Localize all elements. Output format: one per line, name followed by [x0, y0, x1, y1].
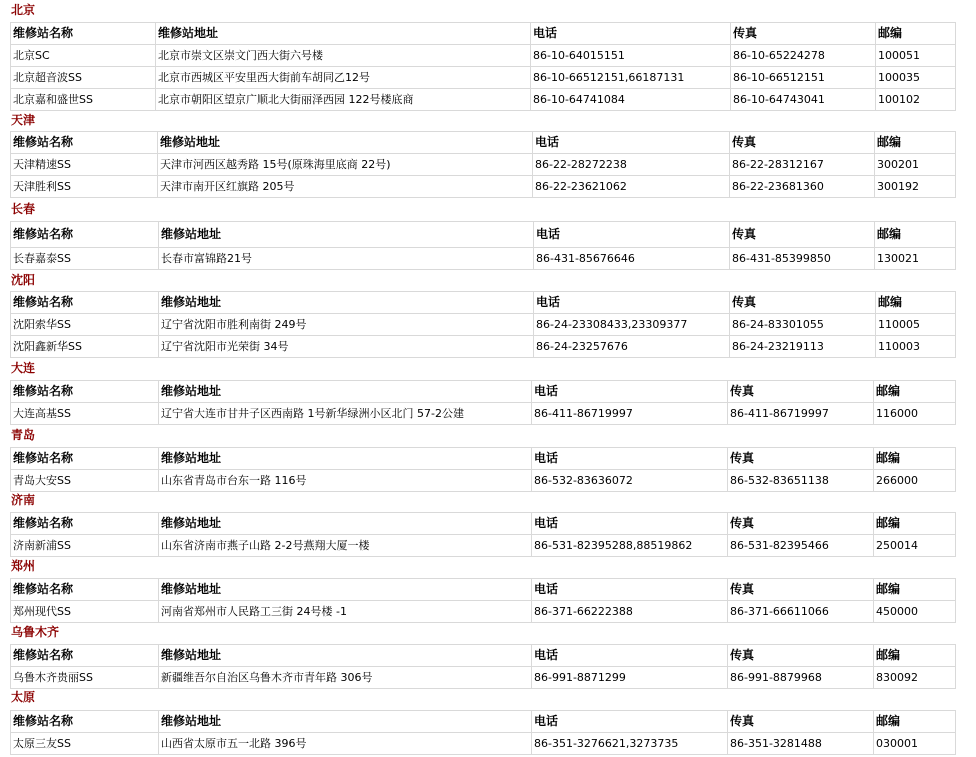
- column-header-fax: 传真: [728, 381, 874, 403]
- table-row: [11, 67, 956, 89]
- column-header-name: 维修站名称: [11, 381, 159, 403]
- column-header-address: 维修站地址: [159, 645, 532, 667]
- cell-zip: 300201: [875, 154, 956, 176]
- column-header-address: 维修站地址: [156, 23, 531, 45]
- cell-zip: 830092: [874, 667, 956, 689]
- column-header-name: 维修站名称: [11, 132, 158, 154]
- cell-name: 天津胜利SS: [11, 176, 158, 198]
- column-header-phone: 电话: [533, 132, 730, 154]
- column-header-fax: 传真: [731, 23, 876, 45]
- cell-name: 北京超音波SS: [11, 67, 156, 89]
- column-header-zip: 邮编: [874, 711, 956, 733]
- column-header-address: 维修站地址: [159, 448, 532, 470]
- column-header-fax: 传真: [730, 222, 875, 248]
- cell-fax: 86-411-86719997: [728, 403, 874, 425]
- city-heading: 北京: [11, 3, 36, 17]
- cell-address: 辽宁省大连市甘井子区西南路 1号新华绿洲小区北门 57-2公建: [159, 403, 532, 425]
- cell-name: 郑州现代SS: [11, 601, 159, 623]
- table-row: [11, 336, 956, 358]
- service-station-table: [10, 221, 956, 270]
- service-station-table: [10, 710, 956, 755]
- column-header-zip: 邮编: [874, 645, 956, 667]
- cell-phone: 86-532-83636072: [532, 470, 728, 492]
- cell-name: 青岛大安SS: [11, 470, 159, 492]
- table-header-row: [11, 23, 956, 45]
- cell-phone: 86-22-28272238: [533, 154, 730, 176]
- cell-name: 天津精速SS: [11, 154, 158, 176]
- city-heading: 沈阳: [11, 273, 36, 287]
- cell-address: 天津市南开区红旗路 205号: [158, 176, 533, 198]
- column-header-fax: 传真: [728, 711, 874, 733]
- column-header-name: 维修站名称: [11, 579, 159, 601]
- service-station-table: [10, 380, 956, 425]
- column-header-address: 维修站地址: [159, 222, 534, 248]
- cell-address: 北京市西城区平安里西大街前车胡同乙12号: [156, 67, 531, 89]
- city-heading: 乌鲁木齐: [11, 625, 60, 639]
- cell-fax: 86-371-66611066: [728, 601, 874, 623]
- table-header-row: [11, 222, 956, 248]
- column-header-zip: 邮编: [875, 222, 956, 248]
- table-header-row: [11, 292, 956, 314]
- column-header-phone: 电话: [532, 579, 728, 601]
- table-row: [11, 601, 956, 623]
- cell-phone: 86-24-23257676: [534, 336, 730, 358]
- column-header-fax: 传真: [728, 513, 874, 535]
- cell-name: 济南新浦SS: [11, 535, 159, 557]
- cell-address: 辽宁省沈阳市光荣街 34号: [159, 336, 534, 358]
- column-header-fax: 传真: [728, 579, 874, 601]
- column-header-name: 维修站名称: [11, 513, 159, 535]
- city-heading: 天津: [11, 113, 36, 127]
- cell-fax: 86-10-64743041: [731, 89, 876, 111]
- cell-phone: 86-351-3276621,3273735: [532, 733, 728, 755]
- cell-phone: 86-411-86719997: [532, 403, 728, 425]
- cell-name: 乌鲁木齐贵丽SS: [11, 667, 159, 689]
- column-header-phone: 电话: [532, 513, 728, 535]
- column-header-address: 维修站地址: [159, 711, 532, 733]
- table-row: [11, 535, 956, 557]
- cell-address: 山东省济南市燕子山路 2-2号燕翔大厦一楼: [159, 535, 532, 557]
- column-header-phone: 电话: [532, 448, 728, 470]
- table-row: [11, 733, 956, 755]
- cell-fax: 86-531-82395466: [728, 535, 874, 557]
- city-heading: 青岛: [11, 428, 36, 442]
- table-header-row: [11, 381, 956, 403]
- column-header-address: 维修站地址: [159, 381, 532, 403]
- cell-phone: 86-22-23621062: [533, 176, 730, 198]
- column-header-phone: 电话: [532, 645, 728, 667]
- table-header-row: [11, 711, 956, 733]
- city-heading: 长春: [11, 202, 36, 216]
- cell-fax: 86-24-83301055: [730, 314, 876, 336]
- cell-zip: 266000: [874, 470, 956, 492]
- cell-address: 山东省青岛市台东一路 116号: [159, 470, 532, 492]
- cell-fax: 86-991-8879968: [728, 667, 874, 689]
- column-header-zip: 邮编: [875, 132, 956, 154]
- city-heading: 太原: [11, 690, 36, 704]
- cell-phone: 86-10-66512151,66187131: [531, 67, 731, 89]
- city-heading: 大连: [11, 361, 36, 375]
- column-header-name: 维修站名称: [11, 23, 156, 45]
- column-header-zip: 邮编: [874, 381, 956, 403]
- table-row: [11, 248, 956, 270]
- cell-zip: 250014: [874, 535, 956, 557]
- table-row: [11, 89, 956, 111]
- cell-address: 山西省太原市五一北路 396号: [159, 733, 532, 755]
- cell-zip: 110005: [876, 314, 956, 336]
- cell-phone: 86-531-82395288,88519862: [532, 535, 728, 557]
- cell-address: 北京市朝阳区望京广顺北大街丽泽西园 122号楼底商: [156, 89, 531, 111]
- cell-name: 沈阳索华SS: [11, 314, 159, 336]
- table-header-row: [11, 645, 956, 667]
- column-header-address: 维修站地址: [158, 132, 533, 154]
- table-header-row: [11, 132, 956, 154]
- cell-phone: 86-371-66222388: [532, 601, 728, 623]
- table-row: [11, 403, 956, 425]
- column-header-fax: 传真: [728, 448, 874, 470]
- service-station-table: [10, 644, 956, 689]
- column-header-name: 维修站名称: [11, 711, 159, 733]
- cell-name: 太原三友SS: [11, 733, 159, 755]
- table-header-row: [11, 448, 956, 470]
- cell-fax: 86-532-83651138: [728, 470, 874, 492]
- cell-name: 长春嘉泰SS: [11, 248, 159, 270]
- column-header-zip: 邮编: [874, 513, 956, 535]
- cell-phone: 86-24-23308433,23309377: [534, 314, 730, 336]
- cell-address: 河南省郑州市人民路工三街 24号楼 -1: [159, 601, 532, 623]
- cell-zip: 100035: [876, 67, 956, 89]
- cell-zip: 450000: [874, 601, 956, 623]
- cell-phone: 86-991-8871299: [532, 667, 728, 689]
- column-header-zip: 邮编: [876, 23, 956, 45]
- service-station-table: [10, 131, 956, 198]
- column-header-zip: 邮编: [874, 448, 956, 470]
- table-row: [11, 667, 956, 689]
- city-heading: 郑州: [11, 559, 36, 573]
- column-header-name: 维修站名称: [11, 222, 159, 248]
- city-heading: 济南: [11, 493, 36, 507]
- cell-address: 天津市河西区越秀路 15号(原珠海里底商 22号): [158, 154, 533, 176]
- cell-fax: 86-351-3281488: [728, 733, 874, 755]
- column-header-address: 维修站地址: [159, 513, 532, 535]
- column-header-fax: 传真: [730, 292, 876, 314]
- table-row: [11, 45, 956, 67]
- service-station-table: [10, 22, 956, 111]
- column-header-address: 维修站地址: [159, 579, 532, 601]
- cell-name: 沈阳鑫新华SS: [11, 336, 159, 358]
- column-header-zip: 邮编: [876, 292, 956, 314]
- cell-phone: 86-10-64015151: [531, 45, 731, 67]
- column-header-phone: 电话: [534, 292, 730, 314]
- cell-name: 北京SC: [11, 45, 156, 67]
- column-header-zip: 邮编: [874, 579, 956, 601]
- column-header-phone: 电话: [532, 711, 728, 733]
- cell-fax: 86-24-23219113: [730, 336, 876, 358]
- cell-zip: 130021: [875, 248, 956, 270]
- table-header-row: [11, 579, 956, 601]
- cell-fax: 86-431-85399850: [730, 248, 875, 270]
- column-header-name: 维修站名称: [11, 645, 159, 667]
- cell-address: 北京市崇文区崇文门西大街六号楼: [156, 45, 531, 67]
- column-header-address: 维修站地址: [159, 292, 534, 314]
- cell-address: 辽宁省沈阳市胜利南街 249号: [159, 314, 534, 336]
- column-header-fax: 传真: [730, 132, 875, 154]
- cell-fax: 86-22-28312167: [730, 154, 875, 176]
- cell-name: 北京嘉和盛世SS: [11, 89, 156, 111]
- table-row: [11, 154, 956, 176]
- service-station-table: [10, 291, 956, 358]
- cell-fax: 86-10-65224278: [731, 45, 876, 67]
- cell-name: 大连高基SS: [11, 403, 159, 425]
- cell-zip: 100102: [876, 89, 956, 111]
- cell-zip: 300192: [875, 176, 956, 198]
- column-header-phone: 电话: [534, 222, 730, 248]
- column-header-phone: 电话: [531, 23, 731, 45]
- table-row: [11, 176, 956, 198]
- service-station-table: [10, 578, 956, 623]
- service-station-table: [10, 512, 956, 557]
- column-header-name: 维修站名称: [11, 448, 159, 470]
- cell-phone: 86-431-85676646: [534, 248, 730, 270]
- cell-address: 新疆维吾尔自治区乌鲁木齐市青年路 306号: [159, 667, 532, 689]
- cell-address: 长春市富锦路21号: [159, 248, 534, 270]
- column-header-fax: 传真: [728, 645, 874, 667]
- table-row: [11, 314, 956, 336]
- service-station-table: [10, 447, 956, 492]
- cell-phone: 86-10-64741084: [531, 89, 731, 111]
- column-header-phone: 电话: [532, 381, 728, 403]
- cell-fax: 86-22-23681360: [730, 176, 875, 198]
- cell-zip: 100051: [876, 45, 956, 67]
- column-header-name: 维修站名称: [11, 292, 159, 314]
- table-header-row: [11, 513, 956, 535]
- cell-fax: 86-10-66512151: [731, 67, 876, 89]
- cell-zip: 116000: [874, 403, 956, 425]
- cell-zip: 030001: [874, 733, 956, 755]
- table-row: [11, 470, 956, 492]
- cell-zip: 110003: [876, 336, 956, 358]
